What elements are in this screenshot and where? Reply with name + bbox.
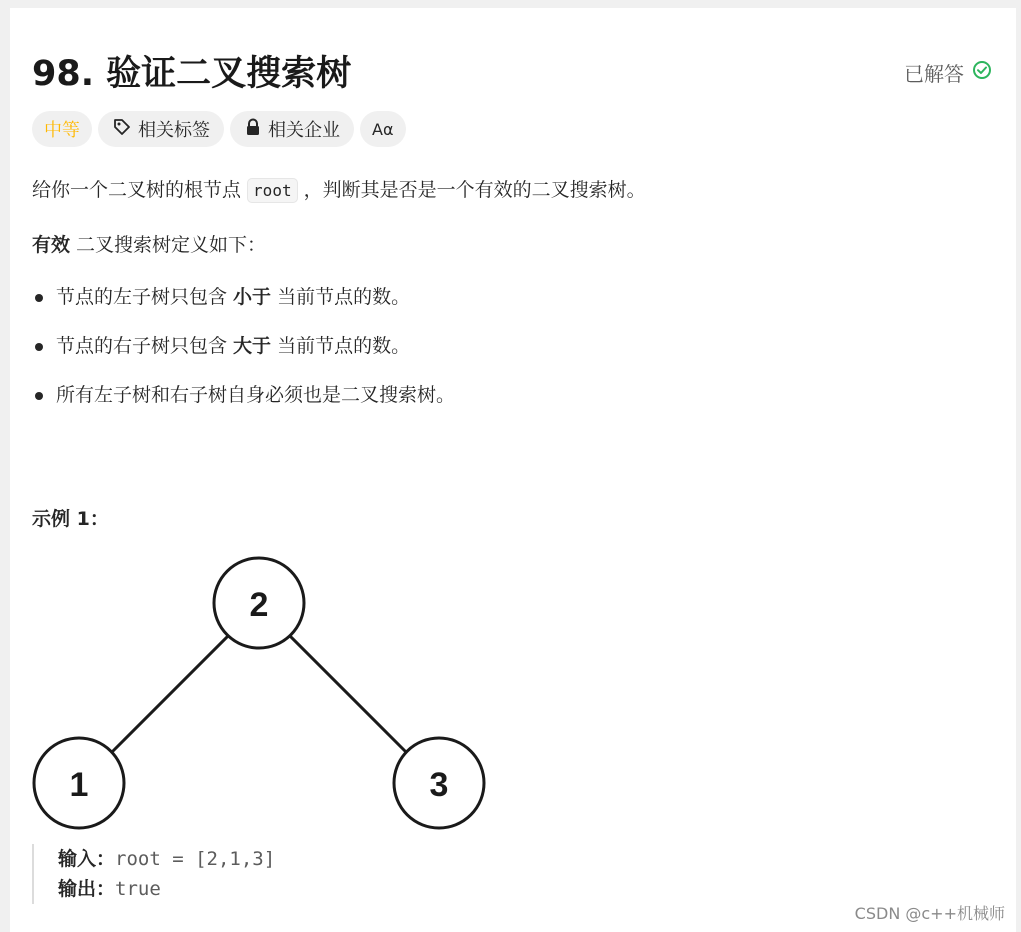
tree-edge-left <box>110 626 238 754</box>
difficulty-badge[interactable]: 中等 <box>32 111 92 147</box>
output-value: true <box>115 878 161 900</box>
csdn-watermark: CSDN @c++机械师 <box>854 904 1005 923</box>
translate-button[interactable]: Aα <box>360 111 406 147</box>
tree-node-root-label: 2 <box>249 586 269 624</box>
example-io-block <box>32 844 275 904</box>
rules-list <box>32 286 455 433</box>
lock-icon <box>244 118 262 141</box>
tree-node-left-label: 1 <box>69 766 89 804</box>
input-label: 输入： <box>58 848 116 870</box>
description-line-2: 有效 二叉搜索树定义如下： <box>32 234 267 256</box>
example-output-row <box>58 874 275 904</box>
bullet-dot <box>35 392 43 400</box>
related-companies-button[interactable] <box>230 111 354 147</box>
check-circle-icon <box>972 60 992 85</box>
tag-icon <box>112 117 132 142</box>
related-topics-label: 相关标签 <box>138 120 210 141</box>
related-topics-button[interactable] <box>98 111 224 147</box>
problem-title: 98. 验证二叉搜索树 <box>32 54 352 94</box>
tree-node-right-label: 3 <box>429 766 449 804</box>
bullet-dot <box>35 294 43 302</box>
list-item: 所有左子树和右子树自身必须也是二叉搜索树。 <box>32 384 455 407</box>
problem-description-panel <box>10 8 1016 932</box>
output-label: 输出： <box>58 878 116 900</box>
tree-edge-right <box>280 626 408 754</box>
solved-label: 已解答 <box>904 62 964 86</box>
list-item: 节点的左子树只包含 小于 当前节点的数。 <box>32 286 455 309</box>
description-line-1: 给你一个二叉树的根节点 root ，判断其是否是一个有效的二叉搜索树。 <box>32 179 646 201</box>
related-companies-label: 相关企业 <box>268 120 340 141</box>
inline-code-root: root <box>247 178 298 203</box>
list-item: 节点的右子树只包含 大于 当前节点的数。 <box>32 335 455 358</box>
example-title: 示例 1： <box>32 508 109 530</box>
example-input-row <box>58 844 275 874</box>
tag-row <box>32 111 406 147</box>
solved-status[interactable] <box>904 58 992 87</box>
bullet-dot <box>35 343 43 351</box>
example-tree-image <box>10 540 510 830</box>
input-value: root = [2,1,3] <box>115 848 276 870</box>
